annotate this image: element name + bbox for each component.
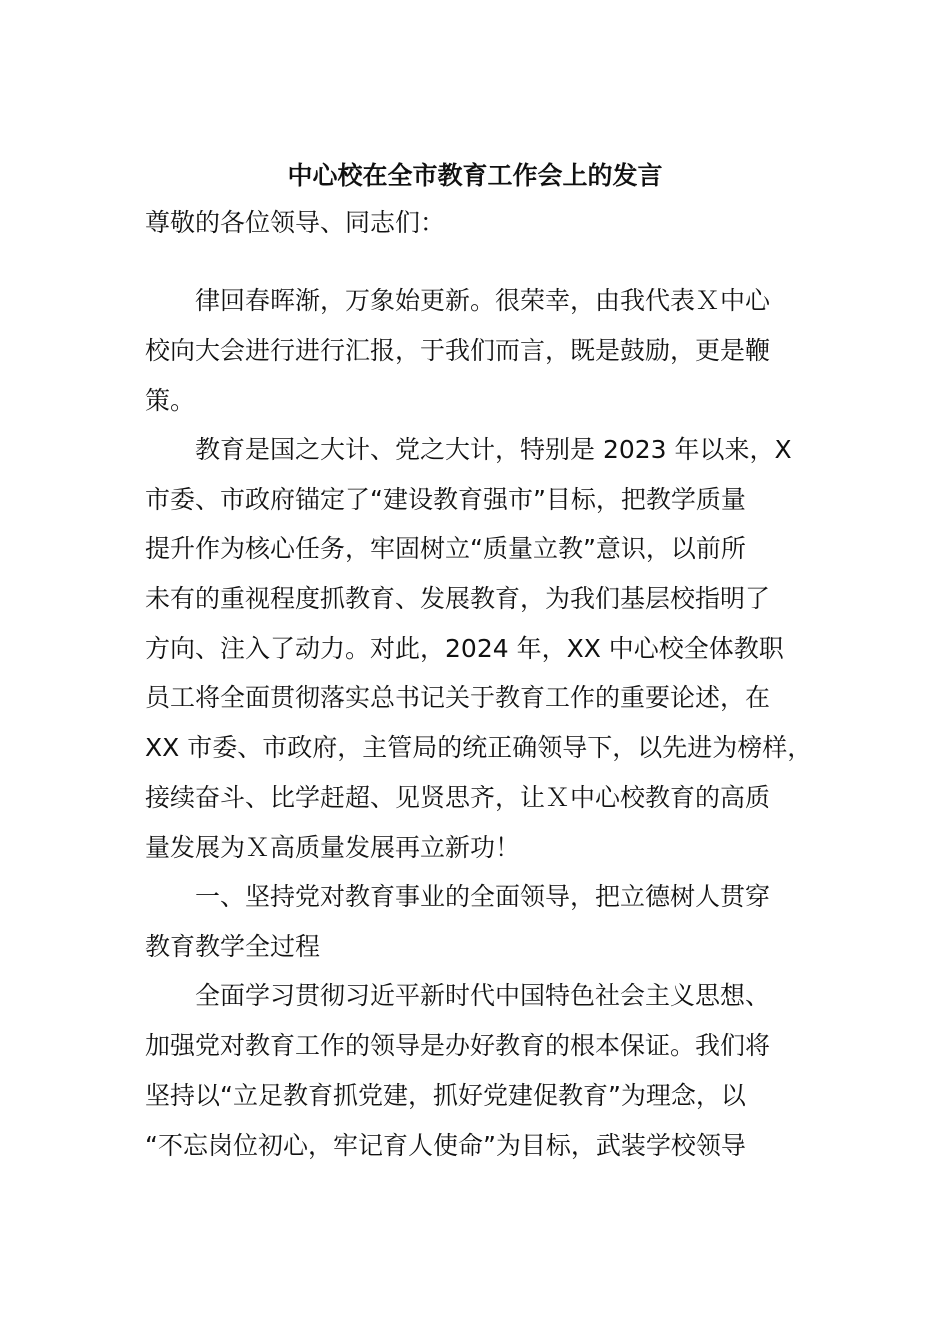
body-line: 校向大会进行进行汇报，于我们而言，既是鼓励，更是鞭 (145, 336, 771, 365)
body-line: 坚持以“立足教育抓党建，抓好党建促教育”为理念，以 (145, 1081, 746, 1110)
body-line: 策。 (145, 386, 196, 415)
body-line: XX 市委、市政府，主管局的统正确领导下，以先进为榜样， (145, 733, 813, 762)
body-line: 接续奋斗、比学赶超、见贤思齐，让Ｘ中心校教育的高质 (145, 783, 771, 812)
body-line: 方向、注入了动力。对此，2024 年，XX 中心校全体教职 (145, 634, 784, 663)
body-line: 全面学习贯彻习近平新时代中国特色社会主义思想、 (195, 981, 771, 1010)
body-line: 律回春晖渐，万象始更新。很荣幸，由我代表Ｘ中心 (195, 286, 771, 315)
body-line: 员工将全面贯彻落实总书记关于教育工作的重要论述，在 (145, 683, 771, 712)
section-heading-line: 教育教学全过程 (145, 932, 321, 961)
body-line: 提升作为核心任务，牢固树立“质量立教”意识，以前所 (145, 534, 746, 563)
body-line: 未有的重视程度抓教育、发展教育，为我们基层校指明了 (145, 584, 771, 613)
salutation: 尊敬的各位领导、同志们： (145, 208, 446, 237)
body-line: 市委、市政府锚定了“建设教育强市”目标，把教学质量 (145, 485, 746, 514)
section-heading-line: 一、坚持党对教育事业的全面领导，把立德树人贯穿 (195, 882, 771, 911)
body-line: 加强党对教育工作的领导是办好教育的根本保证。我们将 (145, 1031, 771, 1060)
document-title: 中心校在全市教育工作会上的发言 (287, 161, 663, 190)
body-line: 量发展为Ｘ高质量发展再立新功！ (145, 833, 521, 862)
body-line: “不忘岗位初心，牢记育人使命”为目标，武装学校领导 (145, 1131, 746, 1160)
body-line: 教育是国之大计、党之大计，特别是 2023 年以来，X (195, 435, 792, 464)
